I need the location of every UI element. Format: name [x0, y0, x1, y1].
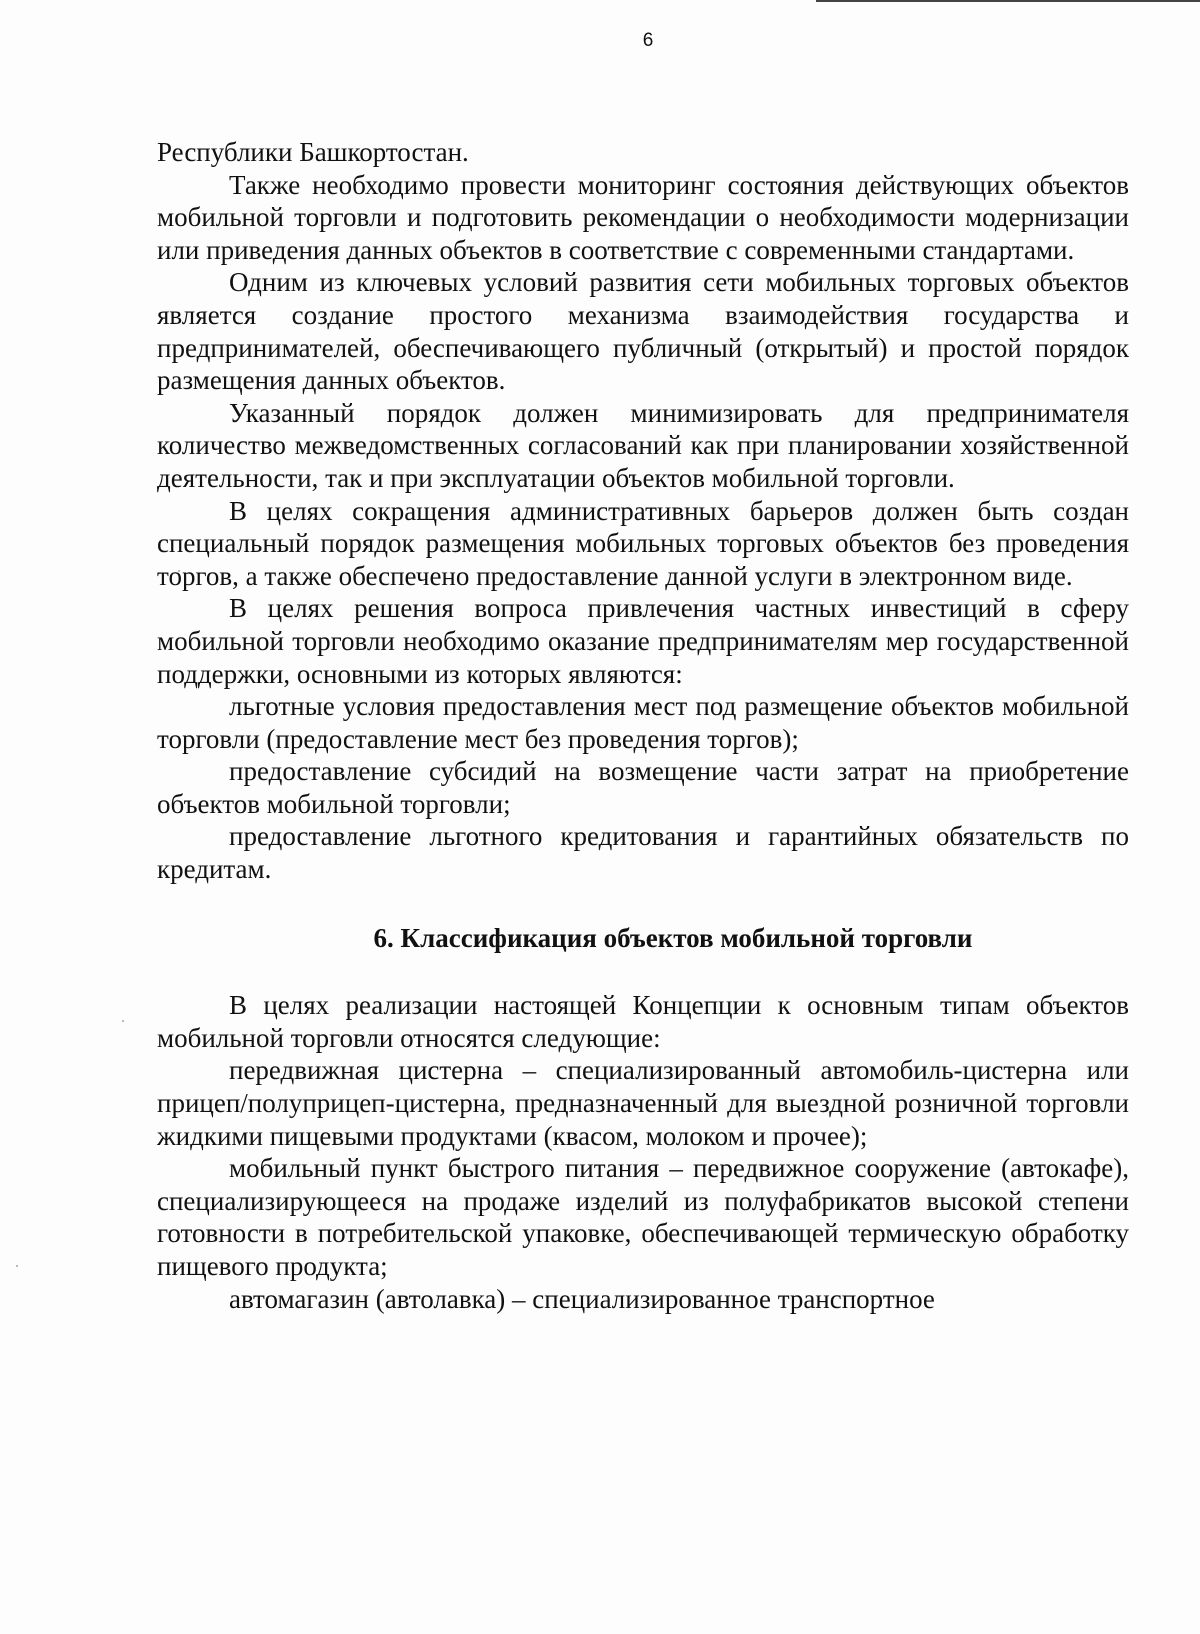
paragraph: Республики Башкортостан.	[157, 137, 469, 167]
top-edge-rule	[816, 0, 1200, 2]
list-item: льготные условия предоставления мест под размещение объектов мобильной торговли (предоставление мест без проведения торгов);	[157, 691, 1129, 754]
section-heading: 6. Классификация объектов мобильной торговли	[373, 922, 973, 953]
list-item: предоставление льготного кредитования и гарантийных обязательств по кредитам.	[157, 821, 1129, 885]
list-item: предоставление субсидий на возмещение части затрат на приобретение объектов мобильной торговли;	[157, 756, 1129, 819]
paragraph: В целях сокращения административных барьеров должен быть создан специальный порядок размещения мобильных торговых объектов без проведения торгов, а также обеспечено предоставление данной услуги в электронном виде.	[157, 495, 1129, 591]
list-item: автомагазин (автолавка) – специализированное транспортное	[229, 1283, 935, 1314]
paragraph: Также необходимо провести мониторинг состояния действующих объектов мобильной торговли и подготовить рекомендации о необходимости модернизации или приведения данных объектов в соответствие с современными стандартами.	[157, 169, 1129, 265]
page-number: 6	[642, 30, 654, 51]
document-body	[157, 136, 1129, 1315]
scan-speck	[122, 1020, 124, 1022]
paragraph: В целях реализации настоящей Концепции к основным типам объектов мобильной торговли относятся следующие:	[157, 990, 1129, 1053]
paragraph: В целях решения вопроса привлечения частных инвестиций в сферу мобильной торговли необходимо оказание предпринимателям мер государственной поддержки, основными из которых являются:	[157, 593, 1129, 689]
list-item: передвижная цистерна – специализированный автомобиль-цистерна или прицеп/полуприцеп-цистерна, предназначенный для выездной розничной торговли жидкими пищевыми продуктами (квасом, молоком и прочее);	[157, 1055, 1129, 1151]
list-item: мобильный пункт быстрого питания – передвижное сооружение (автокафе), специализирующееся на продаже изделий из полуфабрикатов высокой степени готовности в потребительской упаковке, обеспечивающей термическую обработку пищевого продукта;	[157, 1153, 1129, 1281]
paragraph: Одним из ключевых условий развития сети мобильных торговых объектов является создание простого механизма взаимодействия государства и предпринимателей, обеспечивающего публичный (открытый) и простой порядок размещения данных объектов.	[157, 267, 1129, 396]
scan-speck	[16, 1265, 18, 1267]
paragraph: Указанный порядок должен минимизировать для предпринимателя количество межведомственных согласований как при планировании хозяйственной деятельности, так и при эксплуатации объектов мобильной торговли.	[157, 397, 1129, 493]
